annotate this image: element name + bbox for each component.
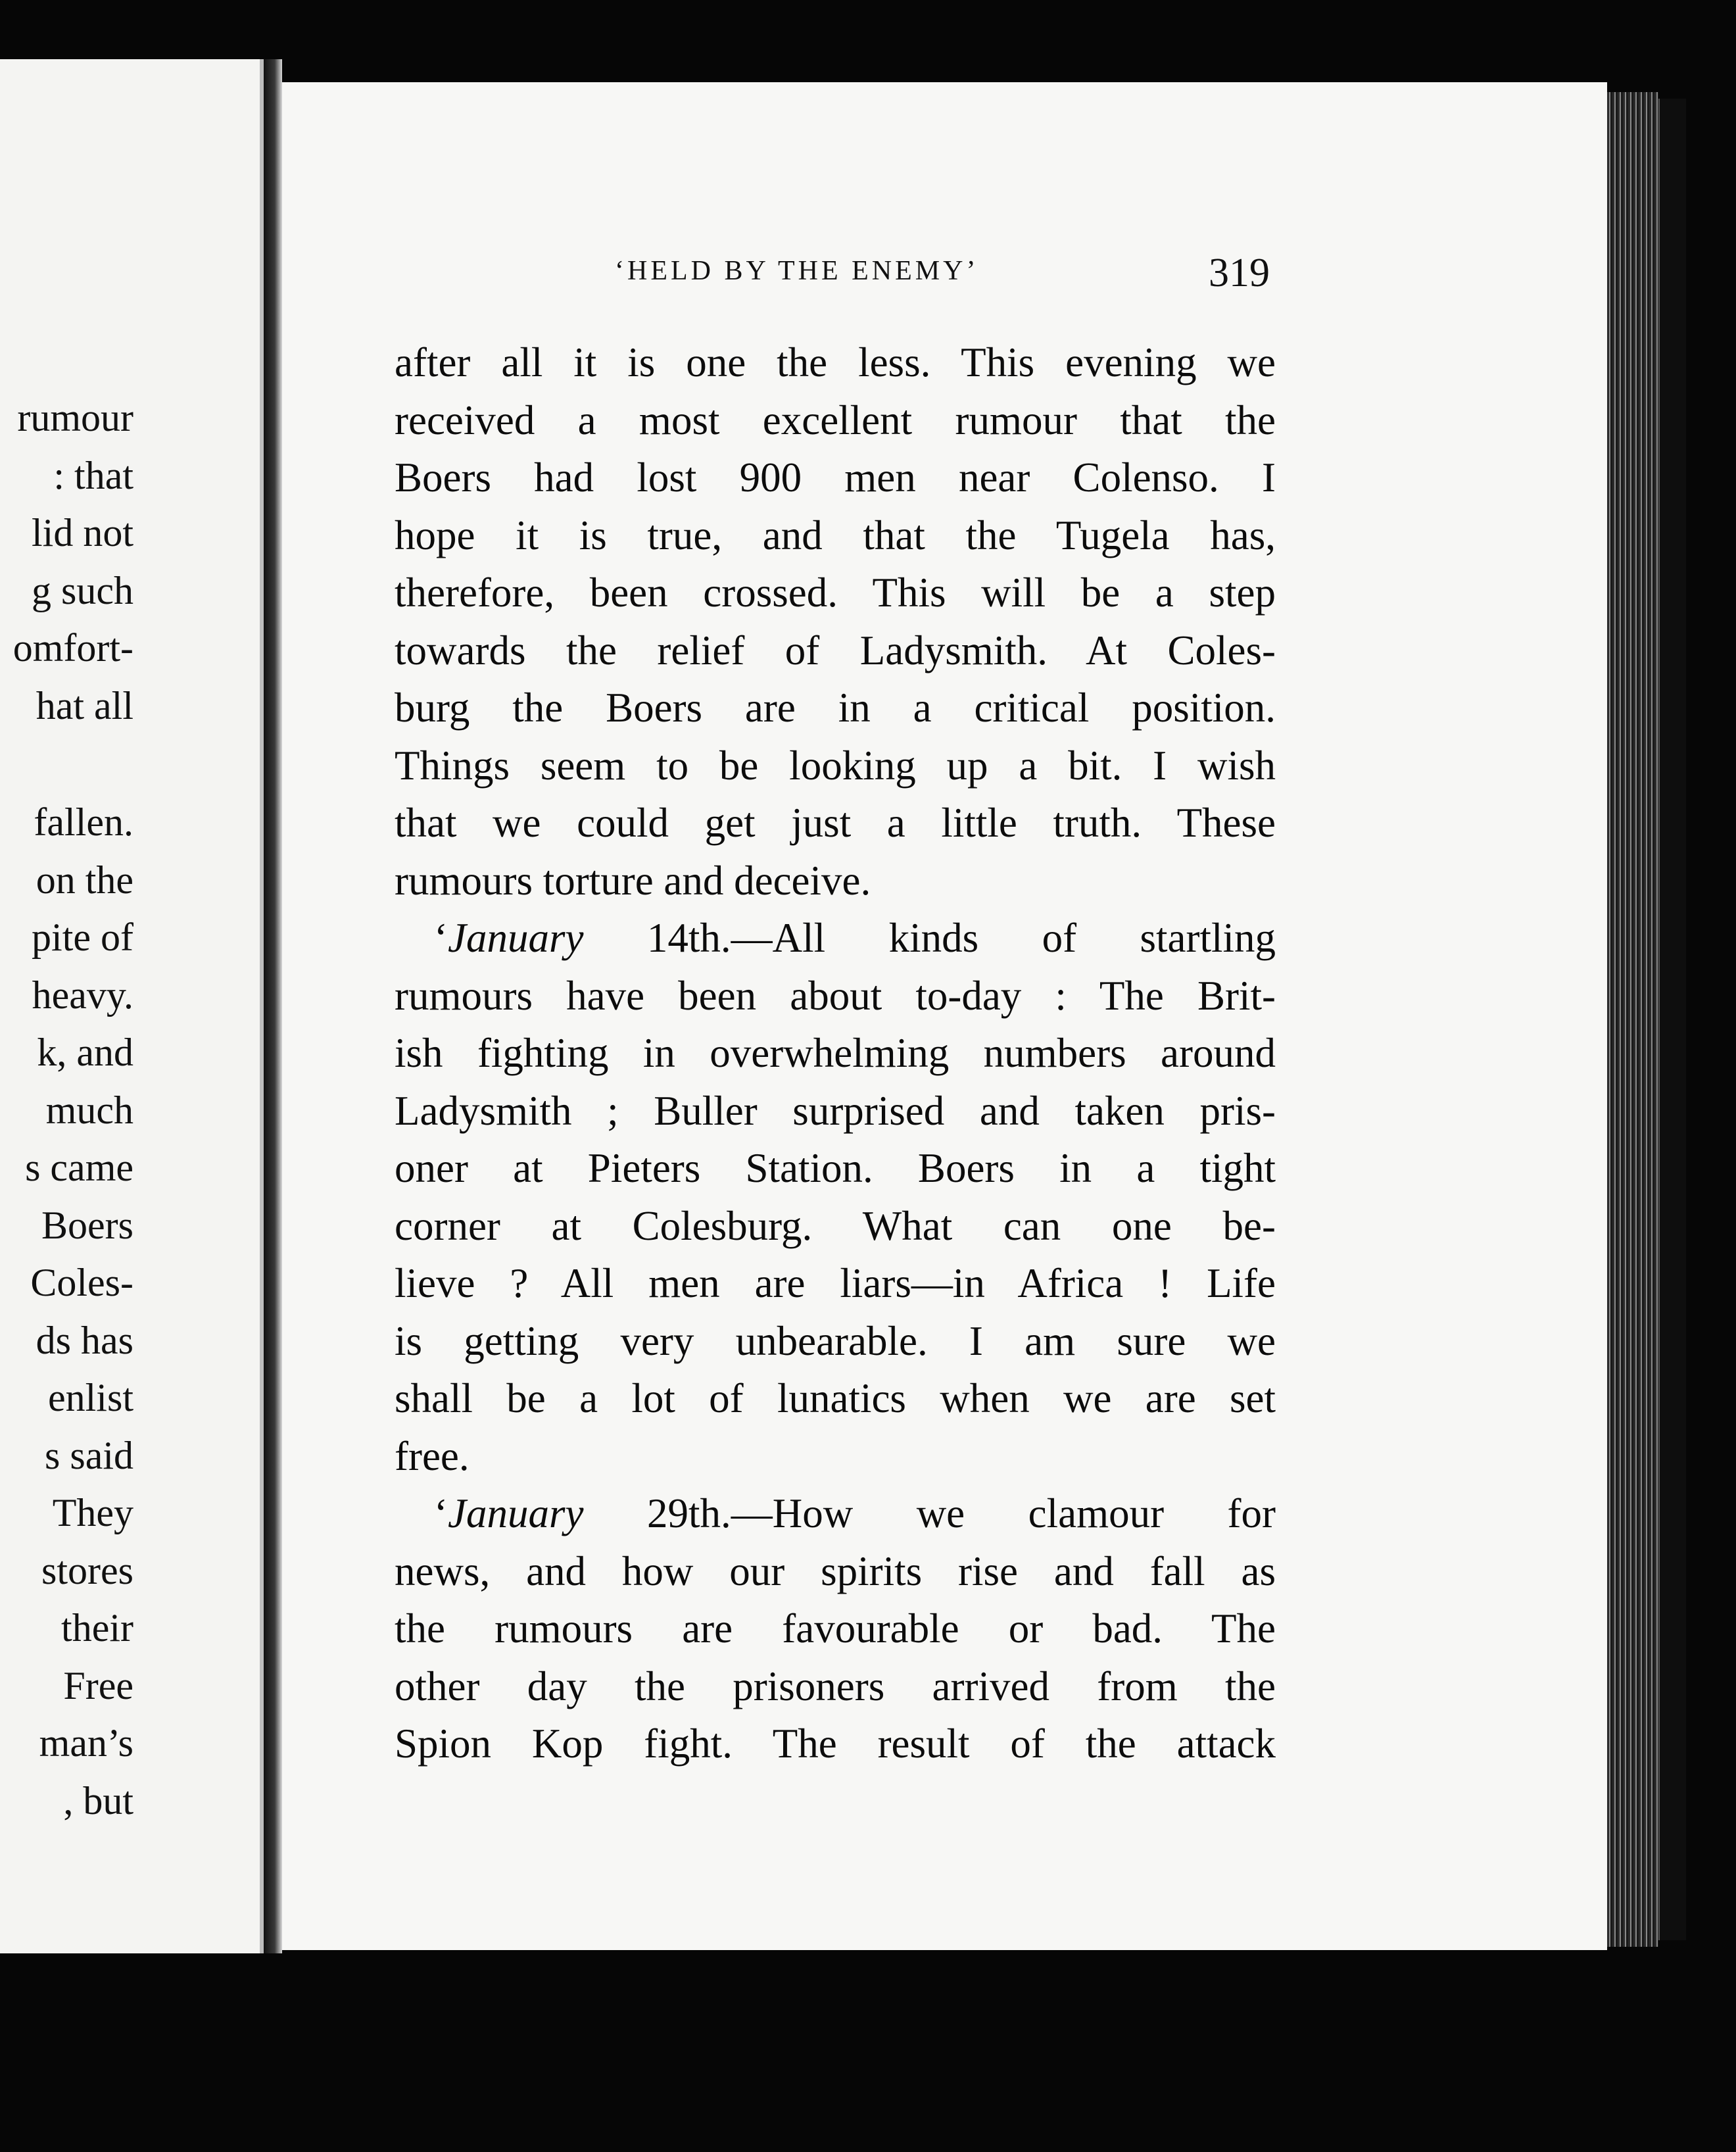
text-line: other day the prisoners arrived from the [395, 1663, 1276, 1709]
facing-page-line: lid not [31, 511, 133, 554]
diary-entry-heading [395, 1485, 1276, 1543]
running-head: ‘HELD BY THE ENEMY’ [615, 256, 979, 286]
book-gutter [264, 59, 282, 1953]
text-line: free. [395, 1432, 470, 1479]
facing-page-line: rumour [17, 396, 133, 439]
text-line: the rumours are favourable or bad. The [395, 1605, 1276, 1651]
text-line: therefore, been crossed. This will be a step [395, 570, 1276, 616]
facing-page-line: Coles- [30, 1261, 133, 1304]
entry-date: January [447, 1490, 584, 1536]
text-line: corner at Colesburg. What can one be- [395, 1202, 1276, 1249]
text-line: received a most excellent rumour that the [395, 397, 1276, 443]
text-line: Spion Kop fight. The result of the attack [395, 1721, 1276, 1767]
facing-page-line: Boers [41, 1204, 133, 1247]
facing-page-line: omfort- [12, 626, 133, 670]
text-line: oner at Pieters Station. Boers in a tight [395, 1145, 1276, 1191]
facing-page-line: : that [53, 454, 133, 497]
facing-page-line: man’s [39, 1721, 133, 1765]
text-line: Ladysmith ; Buller surprised and taken pris- [395, 1087, 1276, 1134]
facing-page-line: enlist [48, 1376, 133, 1419]
facing-page-line: Free [63, 1664, 133, 1707]
body-text [395, 334, 1276, 1773]
text-line: that we could get just a little truth. These [395, 800, 1276, 846]
text-line: rumours torture and deceive. [395, 857, 871, 904]
facing-page-line: s said [45, 1434, 133, 1477]
text-line: rumours have been about to-day : The Brit- [395, 972, 1276, 1019]
text-line: is getting very unbearable. I am sure we [395, 1317, 1276, 1364]
facing-page-line: heavy. [32, 973, 133, 1017]
text-line: lieve ? All men are liars—in Africa ! Life [395, 1260, 1276, 1306]
entry-text: —All kinds of startling [731, 915, 1276, 961]
text-line: shall be a lot of lunatics when we are set [395, 1375, 1276, 1421]
facing-page-line: on the [36, 858, 133, 902]
facing-page-line: , but [63, 1779, 133, 1822]
facing-page-line: g such [32, 569, 133, 612]
entry-day: 29th. [646, 1490, 731, 1536]
facing-page-line: their [61, 1606, 133, 1650]
facing-page-line: much [45, 1088, 133, 1132]
text-line: Things seem to be looking up a bit. I wish [395, 742, 1276, 789]
text-line: Boers had lost 900 men near Colenso. I [395, 454, 1276, 501]
entry-day: 14th. [646, 915, 731, 961]
entry-text: —How we clamour for [731, 1490, 1276, 1536]
facing-page-line: hat all [36, 684, 133, 727]
book-cover-edge [1658, 99, 1686, 1940]
facing-page-line: ds has [36, 1319, 133, 1362]
open-quote: ‘ [434, 915, 448, 961]
page-edge-stack [1607, 92, 1658, 1947]
entry-date: January [447, 915, 584, 961]
text-line: ish fighting in overwhelming numbers around [395, 1030, 1276, 1076]
open-quote: ‘ [434, 1490, 448, 1536]
text-line: burg the Boers are in a critical position. [395, 685, 1276, 731]
text-line: hope it is true, and that the Tugela has, [395, 512, 1276, 558]
facing-page-line: stores [41, 1549, 133, 1592]
facing-page-line: pite of [32, 916, 133, 959]
facing-page [0, 59, 264, 1953]
page-number: 319 [1209, 251, 1270, 295]
facing-page-line: k, and [37, 1031, 133, 1074]
text-line: news, and how our spirits rise and fall as [395, 1548, 1276, 1594]
text-line: towards the relief of Ladysmith. At Coles- [395, 627, 1276, 673]
facing-page-line: s came [25, 1146, 133, 1189]
diary-entry-heading [395, 910, 1276, 967]
facing-page-line: fallen. [34, 800, 133, 844]
facing-page-line: They [52, 1491, 133, 1534]
text-line: after all it is one the less. This evening we [395, 339, 1276, 385]
